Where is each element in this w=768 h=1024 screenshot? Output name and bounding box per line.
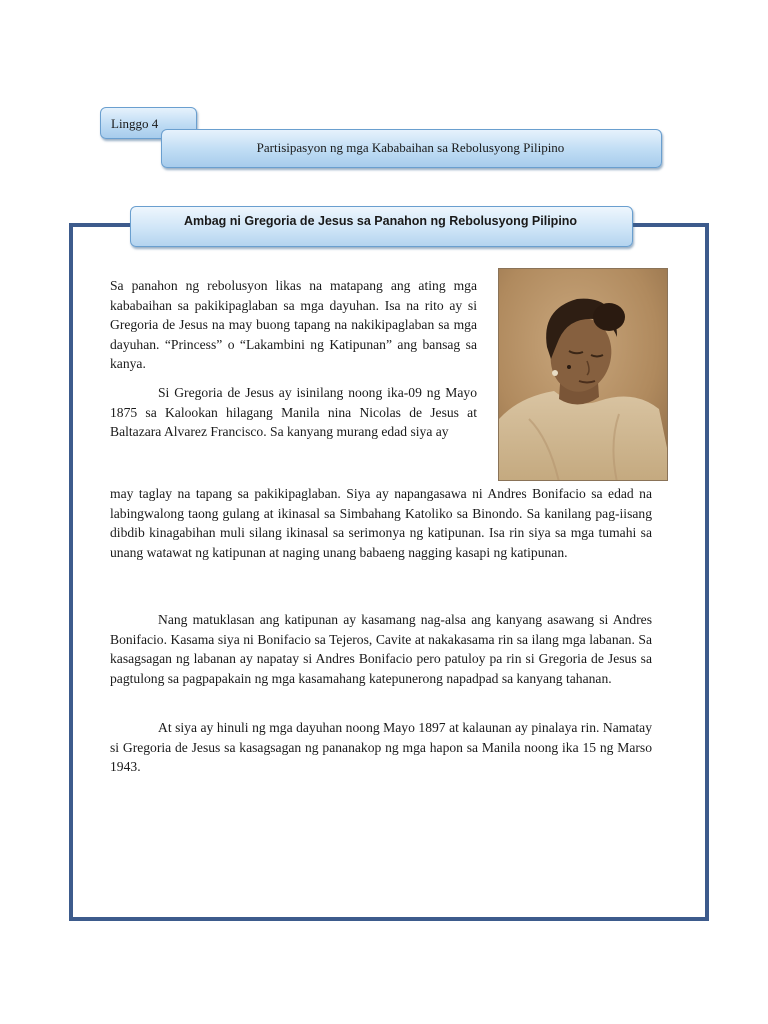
paragraph-death: At siya ay hinuli ng mga dayuhan noong Mayo 1897 at kalaunan ay pinalaya rin. Namatay si Gregoria de Jesus sa kasagsagan ng pananakop ng mga hapon sa Manila noong ika 15 ng Marso 1943. (110, 720, 652, 775)
lesson-title: Partisipasyon ng mga Kababaihan sa Rebolusyong Pilipino (256, 139, 565, 155)
paragraph-marriage: may taglay na tapang sa pakikipaglaban. Siya ay napangasawa ni Andres Bonifacio sa edad na labingwalong taong gulang at ikinasal sa Simbahang Katoliko sa Binondo. Sa kanilang pag-iisang dibdib kinagabihan muli silang ikinasal sa serimonya ng katipunan. Isa rin siya sa mga tumahi sa unang watawat ng katipunan at naging unang babaeng nagging kasapi ng katipunan. (110, 486, 652, 560)
week-label: Linggo 4 (111, 116, 159, 131)
section-title: Ambag ni Gregoria de Jesus sa Panahon ng Rebolusyong Pilipino (183, 214, 578, 228)
paragraph-revolt: Nang matuklasan ang katipunan ay kasamang nag-alsa ang kanyang asawang si Andres Bonifacio. Kasama siya ni Bonifacio sa Tejeros, Cavite at nakakasama rin sa ilang mga labanan. Sa kasagsagan ng labanan ay napatay si Andres Bonifacio pero patuloy pa rin si Gregoria de Jesus sa pagtulong sa pagpapakain ng mga kasamahang katepunerong napadpad sa kanyang tahanan. (110, 612, 652, 686)
paragraph-birth: Si Gregoria de Jesus ay isinilang noong ika-09 ng Mayo 1875 sa Kalookan hilagang Manila nina Nicolas de Jesus at Baltazara Alvarez Francisco. Sa kanyang murang edad siya ay (110, 385, 477, 440)
portrait-icon (499, 269, 668, 481)
portrait-photo (498, 268, 668, 481)
paragraph-intro: Sa panahon ng rebolusyon likas na matapang ang ating mga kababaihan sa pakikipaglaban sa mga dayuhan. Isa na rito ay si Gregoria de Jesus na may buong tapang na nakikipaglaban sa mga dayuhan. “Princess” o “Lakambini ng Katipunan” ang bansag sa kanya. (110, 278, 477, 372)
